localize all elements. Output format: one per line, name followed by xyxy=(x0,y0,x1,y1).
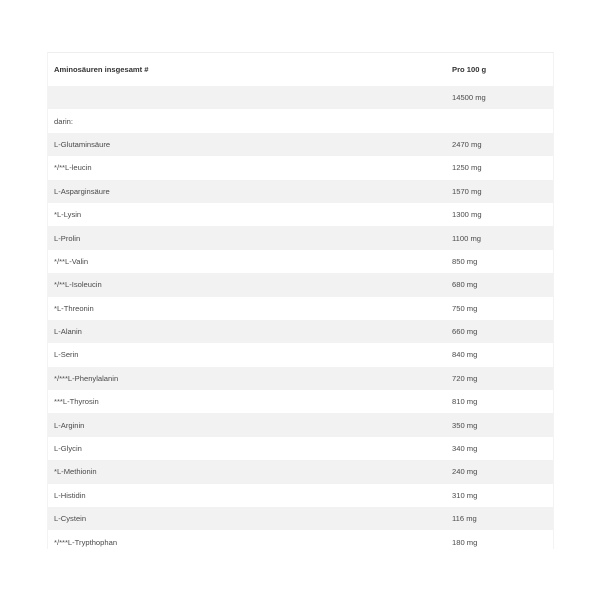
header-amino-acids: Aminosäuren insgesamt # xyxy=(54,65,149,74)
table-row xyxy=(48,180,553,203)
table-row xyxy=(48,320,553,343)
amino-acid-name: L-Asparginsäure xyxy=(54,186,110,196)
amino-acid-value: 660 mg xyxy=(452,327,478,337)
amino-acid-name: L-Cystein xyxy=(54,514,87,524)
amino-acid-name: */***L-Phenylalanin xyxy=(54,373,119,383)
table-row xyxy=(48,343,553,366)
amino-acid-name: L-Prolin xyxy=(54,233,81,243)
amino-acid-name: L-Arginin xyxy=(54,420,85,430)
amino-acid-value: 340 mg xyxy=(452,444,478,454)
header-per-100g: Pro 100 g xyxy=(452,65,487,74)
amino-acid-value: 240 mg xyxy=(452,467,478,477)
amino-acid-name: *L-Threonin xyxy=(54,303,94,313)
table-row xyxy=(48,109,553,132)
table-row xyxy=(48,226,553,249)
amino-acid-value: 1570 mg xyxy=(452,186,482,196)
amino-acid-value: 180 mg xyxy=(452,537,478,547)
amino-acid-name: L-Glutaminsäure xyxy=(54,139,111,149)
table-row xyxy=(48,437,553,460)
amino-acid-name: */**L-leucin xyxy=(54,163,92,173)
amino-acid-name: L-Histidin xyxy=(54,490,86,500)
amino-acid-name: */**L-Valin xyxy=(54,256,89,266)
amino-acid-name: *L-Methionin xyxy=(54,467,97,477)
amino-acid-value: 850 mg xyxy=(452,256,478,266)
table-row xyxy=(48,484,553,507)
amino-acid-table xyxy=(47,52,554,549)
amino-acid-value: 750 mg xyxy=(452,303,478,313)
amino-acid-value: 810 mg xyxy=(452,397,478,407)
table-row xyxy=(48,203,553,226)
amino-acid-value: 1100 mg xyxy=(452,233,481,243)
amino-acid-value: 840 mg xyxy=(452,350,478,360)
amino-acid-value: 350 mg xyxy=(452,420,478,430)
table-row xyxy=(48,413,553,436)
amino-acid-name: *L-Lysin xyxy=(54,210,82,220)
amino-acid-value: 680 mg xyxy=(452,280,478,290)
amino-acid-value: 1250 mg xyxy=(452,163,482,173)
amino-acid-name: L-Serin xyxy=(54,350,79,360)
table-row xyxy=(48,297,553,320)
table-header-row xyxy=(48,53,553,86)
table-row xyxy=(48,367,553,390)
table-row xyxy=(48,530,553,553)
amino-acid-value: 720 mg xyxy=(452,373,478,383)
table-row xyxy=(48,156,553,179)
amino-acid-value: 1300 mg xyxy=(452,210,482,220)
amino-acid-name: darin: xyxy=(54,116,73,126)
amino-acid-value: 310 mg xyxy=(452,490,478,500)
amino-acid-value: 14500 mg xyxy=(452,93,486,103)
amino-acid-value: 116 mg xyxy=(452,514,477,524)
amino-acid-name: L-Alanin xyxy=(54,327,82,337)
amino-acid-name: L-Glycin xyxy=(54,444,82,454)
table-row xyxy=(48,250,553,273)
table-row xyxy=(48,273,553,296)
table-row xyxy=(48,133,553,156)
amino-acid-name: */***L-Trypthophan xyxy=(54,537,118,547)
amino-acid-name: */**L-Isoleucin xyxy=(54,280,102,290)
table-row xyxy=(48,86,553,109)
table-row xyxy=(48,390,553,413)
table-row xyxy=(48,507,553,530)
amino-acid-value: 2470 mg xyxy=(452,139,482,149)
table-row xyxy=(48,460,553,483)
amino-acid-name: ***L-Thyrosin xyxy=(54,397,99,407)
